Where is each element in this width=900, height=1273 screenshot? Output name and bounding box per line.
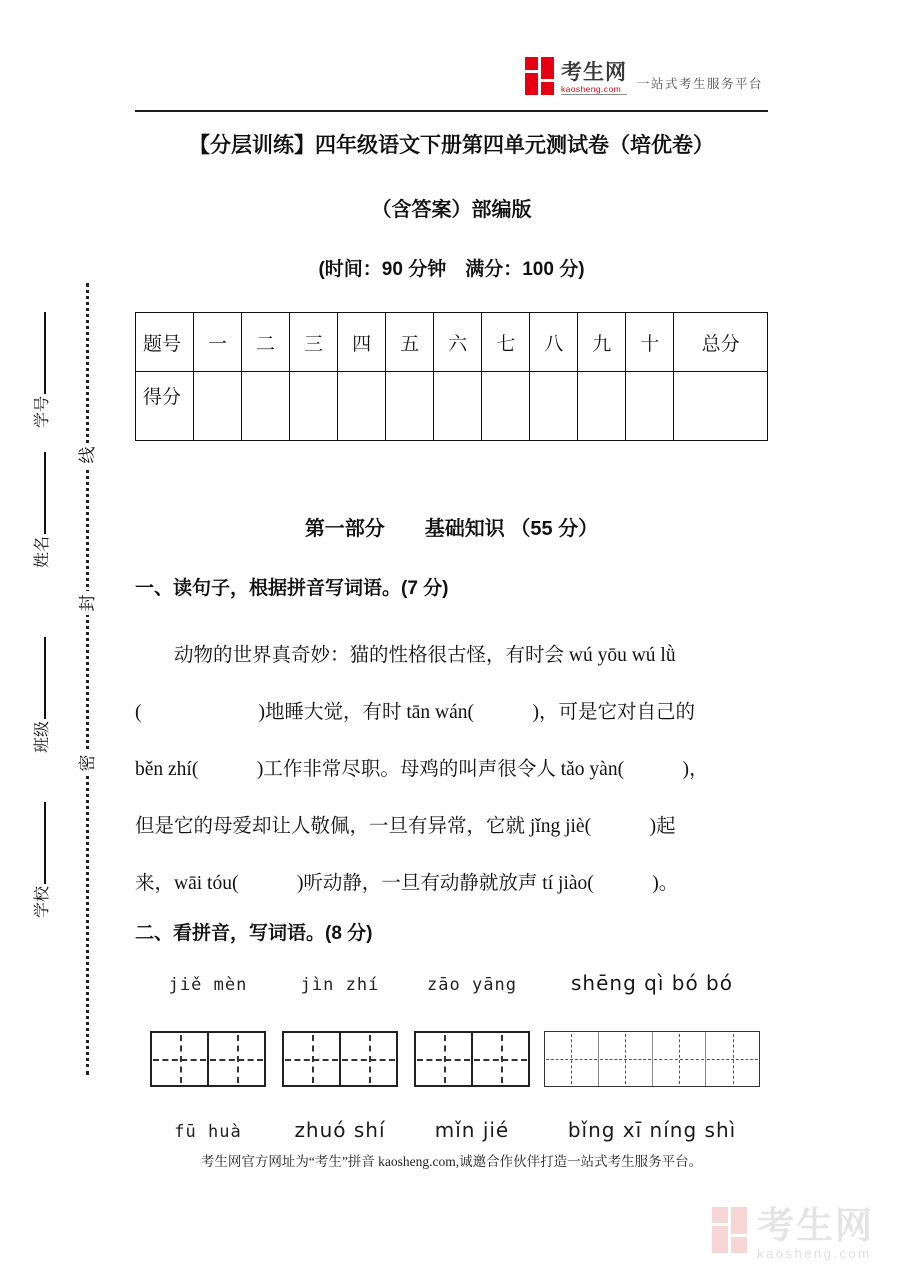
score-cell: [482, 372, 530, 441]
kaosheng-h-icon-watermark: [712, 1207, 747, 1253]
passage-line: běn zhí( )工作非常尽职。母鸡的叫声很令人 tǎo yàn( )，: [135, 759, 709, 780]
watermark-brand-name: 考生网: [757, 1205, 874, 1246]
score-cell: [434, 372, 482, 441]
time-and-score-info: (时间：90 分钟 满分：100 分): [318, 259, 585, 280]
passage-line: ( )地睡大觉，有时 tān wán( )，可是它对自己的: [135, 702, 696, 723]
writing-grid-box: [544, 1031, 760, 1087]
pinyin-word: jìn zhí: [300, 975, 380, 995]
passage-line: 动物的世界真奇妙：猫的性格很古怪，有时会 wú yōu wú lǜ: [174, 645, 676, 666]
watermark-text: [757, 1207, 874, 1261]
passage-line: 来，wāi tóu( )听动静，一旦有动静就放声 tí jiào( )。: [135, 873, 679, 894]
question-number-cell: 四: [338, 313, 386, 372]
class-blank: [35, 637, 46, 719]
passage-line: 但是它的母爱却让人敬佩，一旦有异常，它就 jǐng jiè( )起: [135, 816, 676, 837]
student-id-blank: [35, 312, 46, 394]
writing-grid-box: [282, 1031, 398, 1087]
question-number-cell: 八: [530, 313, 578, 372]
tian-zi-ge-cell: [207, 1033, 264, 1085]
question-number-cell: 一: [194, 313, 242, 372]
score-table-row-numbers: [136, 313, 768, 372]
name-label: 姓名: [33, 536, 51, 569]
seal-char-mi: 密: [78, 751, 98, 775]
tian-zi-ge-cell: [598, 1032, 652, 1086]
pinyin-word: jiě mèn: [168, 975, 248, 995]
class-field: [30, 622, 50, 768]
score-table: [135, 312, 768, 441]
seal-char-xian: 线: [78, 443, 98, 467]
question-number-cell: 七: [482, 313, 530, 372]
score-cell: [242, 372, 290, 441]
question-number-cell: 三: [290, 313, 338, 372]
brand-name: 考生网: [560, 60, 627, 84]
tian-zi-ge-cell: [284, 1033, 339, 1085]
watermark-brand-domain: kaosheng.com: [757, 1246, 872, 1261]
question-number-cell: 五: [386, 313, 434, 372]
class-label: 班级: [33, 721, 51, 754]
score-cell: [290, 372, 338, 441]
question-number-cell: 十: [626, 313, 674, 372]
tian-zi-ge-cell: [545, 1032, 598, 1086]
tian-zi-ge-cell: [652, 1032, 706, 1086]
name-blank: [35, 452, 46, 534]
footer-text: 考生网官方网址为“考生”拼音 kaosheng.com,诚邀合作伙伴打造一站式考生服务平台。: [200, 1154, 703, 1169]
score-cell: [194, 372, 242, 441]
score-cell: [386, 372, 434, 441]
kaosheng-watermark: [712, 1207, 874, 1261]
tian-zi-ge-cell: [339, 1033, 396, 1085]
score-label: 得分: [136, 372, 194, 441]
tian-zi-ge-cell: [152, 1033, 207, 1085]
question1-passage: [135, 627, 768, 912]
question-number-cell: 总分: [674, 313, 768, 372]
score-cell: [578, 372, 626, 441]
question-number-label: 题号: [136, 313, 194, 372]
writing-grid-box: [150, 1031, 266, 1087]
question-number-cell: 六: [434, 313, 482, 372]
pinyin-word: bǐng xī níng shì: [567, 1118, 737, 1142]
tian-zi-ge-cell: [471, 1033, 528, 1085]
question-number-cell: 二: [242, 313, 290, 372]
score-cell: [674, 372, 768, 441]
brand-tagline: 一站式考生服务平台: [636, 77, 763, 91]
score-cell: [338, 372, 386, 441]
pinyin-word: shēng qì bó bó: [571, 971, 733, 995]
part1-heading: 第一部分 基础知识 （55 分）: [304, 518, 599, 540]
student-id-label: 学号: [33, 396, 51, 429]
score-cell: [530, 372, 578, 441]
score-table-row-scores: [136, 372, 768, 441]
score-cell: [626, 372, 674, 441]
writing-grids: [135, 1031, 768, 1087]
brand-domain: kaosheng.com: [561, 85, 627, 96]
seal-char-feng: 封: [78, 591, 98, 615]
question1-title: 一、读句子，根据拼音写词语。(7 分): [135, 578, 449, 599]
name-field: [30, 437, 50, 583]
paper-content: [135, 0, 768, 1171]
question2-title: 二、看拼音，写词语。(8 分): [135, 923, 373, 944]
pinyin-word: zhuó shí: [294, 1118, 386, 1142]
binding-dotted-line: [86, 283, 89, 1075]
pinyin-word: fū huà: [174, 1122, 242, 1142]
tian-zi-ge-cell: [416, 1033, 471, 1085]
tian-zi-ge-cell: [705, 1032, 759, 1086]
paper-subtitle: （含答案）部编版: [371, 199, 532, 221]
pinyin-word: zāo yāng: [427, 975, 517, 995]
pinyin-word: mǐn jié: [434, 1118, 510, 1142]
question-number-cell: 九: [578, 313, 626, 372]
paper-title: 【分层训练】四年级语文下册第四单元测试卷（培优卷）: [189, 134, 714, 157]
pinyin-row-2: [135, 1118, 768, 1142]
student-id-field: [30, 297, 50, 443]
school-label: 学校: [33, 886, 51, 919]
school-blank: [35, 802, 46, 884]
writing-grid-box: [414, 1031, 530, 1087]
pinyin-row-1: [135, 971, 768, 995]
school-field: [30, 787, 50, 933]
